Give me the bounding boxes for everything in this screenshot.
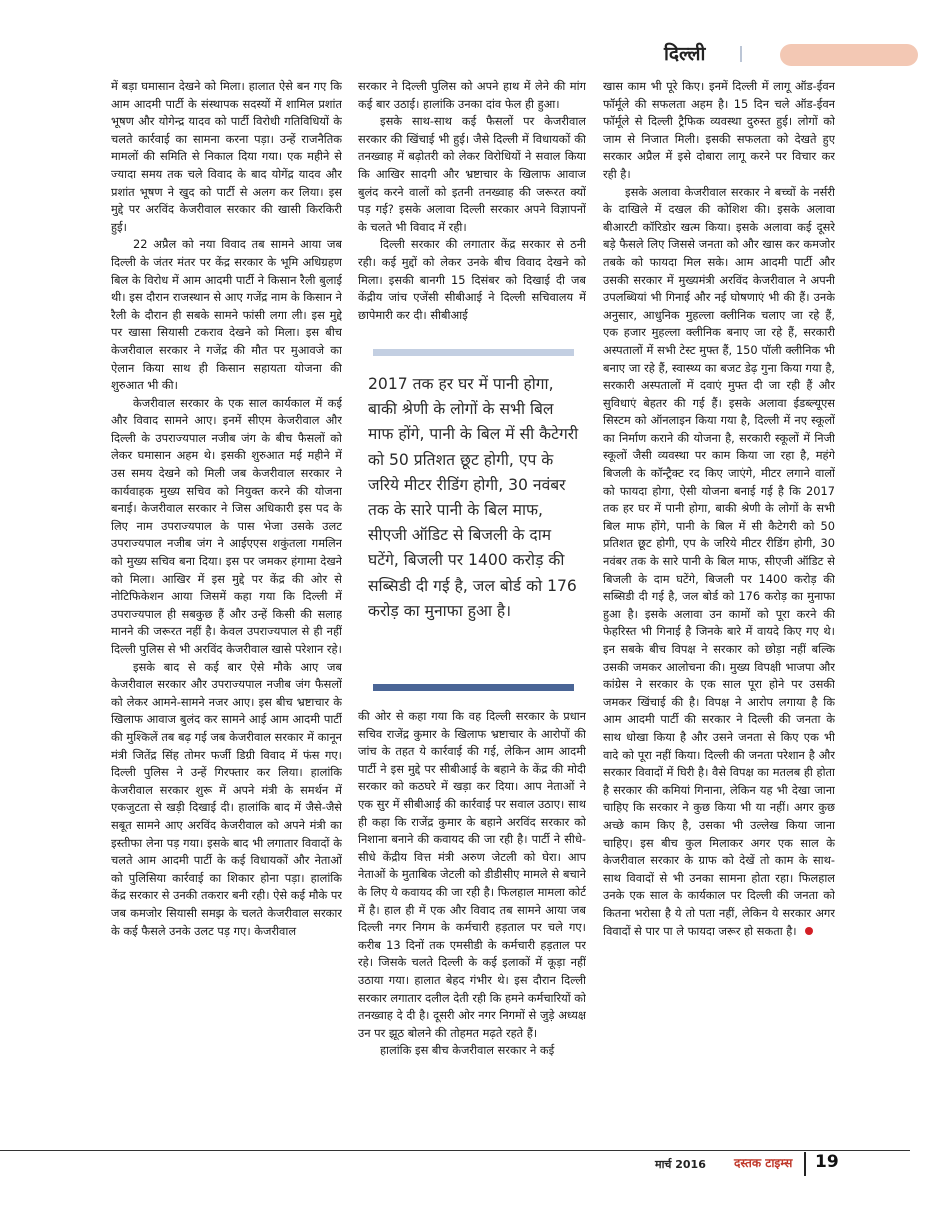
page-number: 19: [815, 1152, 839, 1172]
header-accent-pill: [780, 44, 918, 66]
pullquote-top-bar: [373, 349, 574, 356]
paragraph: सरकार ने दिल्ली पुलिस को अपने हाथ में लेने की मांग कई बार उठाई। हालांकि उनका दांव फेल ही हुआ।: [358, 79, 586, 111]
paragraph: इसके साथ-साथ कई फैसलों पर केजरीवाल सरकार की खिंचाई भी हुई। जैसे दिल्ली में विधायकों की तनख्वाह में बढ़ोतरी को लेकर विरोधियों ने सवाल किया कि आखिर सादगी और भ्रष्टाचार के खिलाफ आवाज बुलंद करने वालों को इतनी तनख्वाह की जरूरत क्यों पड़ गई? इसके अलावा दिल्ली सरकार अपने विज्ञापनों के चलते भी विवाद में रही।: [358, 114, 586, 234]
footer-date: मार्च 2016: [655, 1158, 706, 1171]
paragraph: की ओर से कहा गया कि वह दिल्ली सरकार के प्रधान सचिव राजेंद्र कुमार के खिलाफ भ्रष्टाचार के आरोपों की जांच के तहत ये कार्रवाई की गई, लेकिन आम आदमी पार्टी ने इस मुद्दे पर सीबीआई के बहाने के केंद्र की मोदी सरकार को कठघरे में खड़ा कर दिया। आप नेताओं ने एक सुर में सीबीआई की कार्रवाई पर सवाल उठाए। साथ ही कहा कि राजेंद्र कुमार के बहाने अरविंद सरकार को निशाना बनाने की कवायद की जा रही है। पार्टी ने सीधे-सीधे केंद्रीय वित्त मंत्री अरुण जेटली को घेरा। आप नेताओं के मुताबिक जेटली को डीडीसीए मामले से बचाने के लिए ये कवायद की जा रही है। फिलहाल मामला कोर्ट में है। हाल ही में एक और विवाद तब सामने आया जब दिल्ली नगर निगम के कर्मचारी हड़ताल पर चले गए। करीब 13 दिनों तक एमसीडी के कर्मचारी हड़ताल पर रहे। जिसके चलते दिल्ली के कई इलाकों में कूड़ा नहीं उठाया गया। हालात बेहद गंभीर थे। इस दौरान दिल्ली सरकार लगातार दलील देती रही कि हमने कर्मचारियों को तनख्वाह दे दी है। दूसरी ओर नगर निगमों से जुड़े अध्यक्ष उन पर झूठ बोलने की तोहमत मढ़ते रहते हैं।: [358, 709, 586, 1040]
paragraph: में बड़ा घमासान देखने को मिला। हालात ऐसे बन गए कि आम आदमी पार्टी के संस्थापक सदस्यों में शामिल प्रशांत भूषण और योगेन्द्र यादव को पार्टी विरोधी गतिविधियों के चलते कार्रवाई का सामना करना पड़ा। उन्हें राजनैतिक मामलों की समिति से निकाल दिया गया। एक महीने से ज्यादा समय तक चले विवाद के बाद योगेंद्र यादव और प्रशांत भूषण ने खुद को पार्टी से अलग कर लिया। इस मुद्दे पर अरविंद केजरीवाल सरकार की खासी किरकिरी हुई।: [111, 79, 342, 234]
pullquote: 2017 तक हर घर में पानी होगा, बाकी श्रेणी के लोगों के सभी बिल माफ होंगे, पानी के बिल में सी कैटेगरी को 50 प्रतिशत छूट होगी, एप के जरिये मीटर रीडिंग होगी, 30 नवंबर तक के सारे पानी के बिल माफ, सीएजी ऑडिट से बिजली के दाम घटेंगे, बिजली पर 1400 करोड़ की सब्सिडी दी गई है, जल बोर्ड को 176 करोड़ का मुनाफा हुआ है।: [368, 375, 579, 620]
paragraph: दिल्ली सरकार की लगातार केंद्र सरकार से ठनी रही। कई मुद्दों को लेकर उनके बीच विवाद देखने को मिला। इसकी बानगी 15 दिसंबर को दिखाई दी जब केंद्रीय जांच एजेंसी सीबीआई ने दिल्ली सचिवालय में छापेमारी कर दी। सीबीआई: [358, 237, 586, 322]
article-column-2-top: [358, 78, 586, 336]
section-title: दिल्ली: [664, 43, 706, 65]
paragraph-text: इसके अलावा केजरीवाल सरकार ने बच्चों के नर्सरी के दाखिले में दखल की कोशिश की। इसके अलावा बीआरटी कॉरिडोर खत्म किया। इसके अलावा कई दूसरे बड़े फैसले लिए जिससे जनता को और खास कर कमजोर तबके को फायदा मिल सके। आम आदमी पार्टी और उसकी सरकार में मुख्यमंत्री अरविंद केजरीवाल ने अपनी उपलब्धियां भी गिनाई और नई घोषणाएं भी की हैं। उनके अनुसार, आधुनिक मुहल्ला क्लीनिक चलाए जा रहे हैं, एक हजार मुहल्ला क्लीनिक बनाए जा रहे हैं, सरकारी अस्पतालों में सभी टेस्ट मुफ्त हैं, 150 पॉली क्लीनिक भी बनाए जा रहे हैं, स्वास्थ्य का बजट डेढ़ गुना किया गया है, सरकारी अस्पतालों में दवाएं मुफ्त दी जा रही हैं और सुविधाएं बेहतर की गई हैं। इसके अलावा ईडब्ल्यूएस सिस्टम को ऑनलाइन किया गया है, दिल्ली में नए स्कूलों का निर्माण कराने की योजना है, सरकारी स्कूलों में निजी स्कूलों जैसी व्यवस्था पर काम किया जा रहा है, महंगे बिजली के कॉन्ट्रैक्ट रद किए जाएंगे, मीटर लगाने वालों को फायदा होगा, ऐसी योजना बनाई गई है कि 2017 तक हर घर में पानी होगा, बाकी श्रेणी के लोगों के सभी बिल माफ होंगे, पानी के बिल में सी कैटेगरी को 50 प्रतिशत छूट होगी, एप के जरिये मीटर रीडिंग होगी, 30 नवंबर तक के सारे पानी के बिल माफ, सीएजी ऑडिट से बिजली के दाम घटेंगे, बिजली पर 1400 करोड़ की सब्सिडी दी गई है, जल बोर्ड को 176 करोड़ का मुनाफा हुआ है। इसके अलावा उन कामों को पूरा करने की फेहरिस्त भी गिनाई है जिनके बारे में वायदे किए गए थे। इन सबके बीच विपक्ष ने सरकार को छोड़ा नहीं बल्कि उसकी जमकर आलोचना की। मुख्य विपक्षी भाजपा और कांग्रेस ने सरकार के एक साल पूरा होने पर उसकी जमकर खिंचाई की है। विपक्ष ने आरोप लगाया है कि आम आदमी पार्टी की सरकार ने दिल्ली की जनता के साथ धोखा किया है और उसने जनता से किए एक भी वादे को पूरा नहीं किया। दिल्ली की जनता परेशान है और सरकार विवादों में घिरी है। वैसे विपक्ष का मतलब ही होता है सरकार की कमियां गिनाना, लेकिन यह भी देखा जाना चाहिए कि सरकार ने कुछ किया भी या नहीं। अगर कुछ अच्छे काम किए है, उसका भी उल्लेख किया जाना चाहिए। इस बीच कुल मिलाकर अगर एक साल के केजरीवाल सरकार के ग्राफ को देखें तो काम के साथ-साथ विवादों से भी उनका सामना होता रहा। फिलहाल उनके एक साल के कार्यकाल पर दिल्ली की जनता को कितना भरोसा है ये तो पता नहीं, लेकिन ये सरकार अगर विवादों से पार पा ले फायदा जरूर हो सकता है।: [603, 184, 835, 938]
paragraph-final: [603, 184, 835, 941]
paragraph: केजरीवाल सरकार के एक साल कार्यकाल में कई और विवाद सामने आए। इनमें सीएम केजरीवाल और दिल्ली के उपराज्यपाल नजीब जंग के बीच फैसलों को लेकर घमासान अहम थे। इसकी शुरुआत मई महीने में उस समय देखने को मिली जब केजरीवाल सरकार ने कार्यवाहक मुख्य सचिव को नियुक्त करने की योजना बनाई। केजरीवाल सरकार ने जिस अधिकारी इस पद के लिए नाम उपराज्यपाल के पास भेजा उसके उलट उपराज्यपाल नजीब जंग ने आईएएस शकुंतला गमलिन को मुख्य सचिव बना दिया। इस पर जमकर हंगामा देखने को मिला। आखिर में इस मुद्दे पर केंद्र की ओर से नोटिफिकेशन आया जिसमें कहा गया कि दिल्ली में उपराज्यपाल ही सबकुछ हैं और उन्हें किसी की सलाह मानने की जरूरत नहीं है। केवल उपराज्यपाल से ही नहीं दिल्ली पुलिस से भी अरविंद केजरीवाल खासे परेशान रहे।: [111, 395, 342, 656]
magazine-logo: दस्तक टाइम्स: [734, 1156, 793, 1170]
paragraph: 22 अप्रैल को नया विवाद तब सामने आया जब दिल्ली के जंतर मंतर पर केंद्र सरकार के भूमि अधिग्रहण बिल के विरोध में आम आदमी पार्टी ने किसान रैली बुलाई थी। इस दौरान राजस्थान से आए गजेंद्र नाम के किसान ने रैली के दौरान ही सबके सामने फांसी लगा ली। इस मुद्दे पर खासा सियासी टकराव देखने को मिला। इस बीच केजरीवाल सरकार ने गजेंद्र की मौत पर मुआवजे का ऐलान किया साथ ही किसान सहायता योजना की शुरुआत भी की।: [111, 237, 342, 393]
paragraph: खास काम भी पूरे किए। इनमें दिल्ली में लागू ऑड-ईवन फॉर्मूले की सफलता अहम है। 15 दिन चले ऑड-ईवन फॉर्मूले से दिल्ली ट्रैफिक व्यवस्था दुरुस्त हुई। लोगों को जाम से निजात मिली। इसकी सफलता को देखते हुए सरकार अप्रैल में इसे दोबारा लागू करने पर विचार कर रही है।: [603, 79, 835, 181]
paragraph: हालांकि इस बीच केजरीवाल सरकार ने कई: [380, 1043, 555, 1058]
article-column-1: [111, 78, 342, 1140]
footer-separator: [804, 1152, 806, 1176]
paragraph: इसके बाद से कई बार ऐसे मौके आए जब केजरीवाल सरकार और उपराज्यपाल नजीब जंग फैसलों को लेकर आमने-सामने नजर आए। इस बीच भ्रष्टाचार के खिलाफ आवाज बुलंद कर सामने आई आम आदमी पार्टी की मुश्किलें तब बढ़ गई जब केजरीवाल सरकार में कानून मंत्री जितेंद्र सिंह तोमर फर्जी डिग्री विवाद में फंस गए। दिल्ली पुलिस ने उन्हें गिरफ्तार कर लिया। हालांकि केजरीवाल सरकार शुरू में अपने मंत्री के समर्थन में एकजुटता से खड़ी दिखाई दी। हालांकि बाद में जैसे-जैसे सबूत सामने आए अरविंद केजरीवाल को अपने मंत्री का इस्तीफा लेना पड़ गया। इसके बाद भी लगातार विवादों के चलते आम आदमी पार्टी के कई विधायकों और नेताओं को पुलिसिया कार्रवाई का शिकार होना पड़ा। हालांकि केंद्र सरकार से उनकी तकरार बनी रही। ऐसे कई मौके पर जब कमजोर सियासी समझ के चलते केजरीवाल सरकार के कई फैसले उनके उलट पड़ गए। केजरीवाल: [111, 659, 342, 938]
end-of-article-dot-icon: [805, 927, 813, 935]
pullquote-bottom-bar: [373, 684, 574, 691]
article-column-3: [603, 78, 835, 1140]
title-separator: [740, 46, 742, 62]
footer-rule: [0, 1150, 910, 1151]
article-column-2-bottom: [358, 708, 586, 1140]
